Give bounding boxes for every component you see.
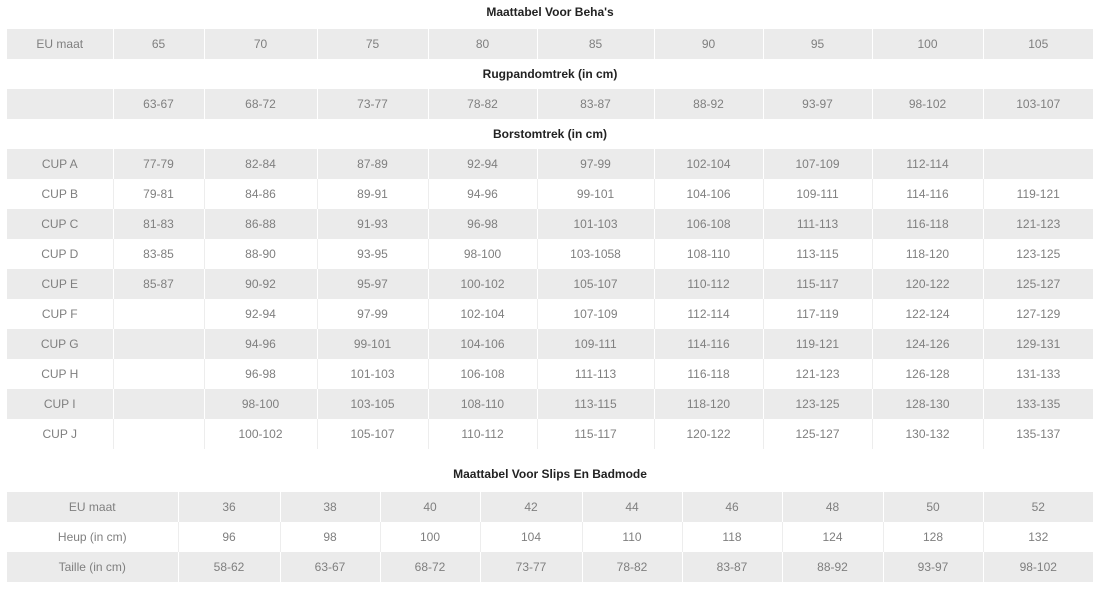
brief-value-cell: 58-62: [178, 552, 280, 582]
cup-measurement-cell: 133-135: [983, 389, 1093, 419]
cup-measurement-cell: 122-124: [872, 299, 983, 329]
cup-measurement-cell: 89-91: [317, 179, 428, 209]
cup-measurement-cell: 125-127: [983, 269, 1093, 299]
cup-measurement-cell: 108-110: [654, 239, 763, 269]
band-measurement-cell: 98-102: [872, 89, 983, 119]
cup-row: [7, 419, 1093, 449]
band-values-row: [7, 89, 1093, 119]
cup-label-cell: CUP I: [7, 389, 113, 419]
bust-section-label: Borstomtrek (in cm): [7, 119, 1093, 149]
brief-table-title: Maattabel Voor Slips En Badmode: [453, 467, 647, 481]
cup-row: [7, 329, 1093, 359]
cup-measurement-cell: 118-120: [872, 239, 983, 269]
cup-row: [7, 269, 1093, 299]
brief-value-cell: 36: [178, 492, 280, 522]
cup-label-cell: CUP C: [7, 209, 113, 239]
bra-header-size-cell: 75: [317, 29, 428, 59]
brief-value-cell: 100: [380, 522, 480, 552]
cup-measurement-cell: 119-121: [763, 329, 872, 359]
brief-size-table: [7, 492, 1093, 582]
brief-value-cell: 124: [782, 522, 883, 552]
cup-measurement-cell: [113, 359, 204, 389]
brief-value-cell: 42: [480, 492, 582, 522]
cup-measurement-cell: 106-108: [428, 359, 537, 389]
brief-value-cell: 48: [782, 492, 883, 522]
cup-measurement-cell: 107-109: [763, 149, 872, 179]
brief-value-cell: 88-92: [782, 552, 883, 582]
cup-measurement-cell: 100-102: [204, 419, 317, 449]
cup-measurement-cell: 98-100: [428, 239, 537, 269]
brief-value-cell: 96: [178, 522, 280, 552]
cup-measurement-cell: 123-125: [763, 389, 872, 419]
brief-row: [7, 552, 1093, 582]
bra-size-table: [7, 29, 1093, 449]
cup-label-cell: CUP F: [7, 299, 113, 329]
band-section-row: [7, 59, 1093, 89]
band-measurement-cell: 88-92: [654, 89, 763, 119]
cup-measurement-cell: 106-108: [654, 209, 763, 239]
brief-value-cell: 132: [983, 522, 1093, 552]
brief-label-cell: Taille (in cm): [7, 552, 178, 582]
cup-measurement-cell: 127-129: [983, 299, 1093, 329]
cup-measurement-cell: 112-114: [654, 299, 763, 329]
band-measurement-cell: 103-107: [983, 89, 1093, 119]
brief-value-cell: 104: [480, 522, 582, 552]
cup-label-cell: CUP J: [7, 419, 113, 449]
cup-measurement-cell: 113-115: [537, 389, 654, 419]
cup-measurement-cell: 115-117: [537, 419, 654, 449]
cup-measurement-cell: 104-106: [654, 179, 763, 209]
cup-measurement-cell: 114-116: [872, 179, 983, 209]
cup-measurement-cell: 99-101: [537, 179, 654, 209]
cup-measurement-cell: 84-86: [204, 179, 317, 209]
cup-measurement-cell: 135-137: [983, 419, 1093, 449]
cup-measurement-cell: 105-107: [537, 269, 654, 299]
band-measurement-cell: 63-67: [113, 89, 204, 119]
cup-row: [7, 149, 1093, 179]
cup-measurement-cell: 79-81: [113, 179, 204, 209]
cup-measurement-cell: 130-132: [872, 419, 983, 449]
cup-measurement-cell: 100-102: [428, 269, 537, 299]
cup-measurement-cell: 114-116: [654, 329, 763, 359]
cup-measurement-cell: [983, 149, 1093, 179]
brief-value-cell: 73-77: [480, 552, 582, 582]
bra-table-title: Maattabel Voor Beha's: [486, 5, 614, 19]
band-section-label: Rugpandomtrek (in cm): [7, 59, 1093, 89]
brief-value-cell: 52: [983, 492, 1093, 522]
cup-measurement-cell: 97-99: [537, 149, 654, 179]
cup-measurement-cell: 77-79: [113, 149, 204, 179]
bust-section-row: [7, 119, 1093, 149]
cup-measurement-cell: [113, 419, 204, 449]
brief-value-cell: 98: [280, 522, 380, 552]
cup-measurement-cell: 111-113: [763, 209, 872, 239]
cup-row: [7, 209, 1093, 239]
cup-measurement-cell: 129-131: [983, 329, 1093, 359]
cup-measurement-cell: 119-121: [983, 179, 1093, 209]
cup-measurement-cell: 105-107: [317, 419, 428, 449]
brief-row: [7, 492, 1093, 522]
cup-measurement-cell: 115-117: [763, 269, 872, 299]
cup-measurement-cell: 111-113: [537, 359, 654, 389]
cup-measurement-cell: 116-118: [872, 209, 983, 239]
cup-measurement-cell: 104-106: [428, 329, 537, 359]
cup-measurement-cell: 108-110: [428, 389, 537, 419]
cup-measurement-cell: 109-111: [763, 179, 872, 209]
bra-header-size-cell: 70: [204, 29, 317, 59]
cup-measurement-cell: 96-98: [204, 359, 317, 389]
cup-measurement-cell: 121-123: [983, 209, 1093, 239]
cup-measurement-cell: 98-100: [204, 389, 317, 419]
cup-measurement-cell: 93-95: [317, 239, 428, 269]
brief-value-cell: 44: [582, 492, 682, 522]
cup-measurement-cell: 102-104: [654, 149, 763, 179]
cup-measurement-cell: 94-96: [204, 329, 317, 359]
cup-measurement-cell: 124-126: [872, 329, 983, 359]
brief-label-cell: EU maat: [7, 492, 178, 522]
cup-measurement-cell: 92-94: [428, 149, 537, 179]
cup-measurement-cell: 102-104: [428, 299, 537, 329]
brief-value-cell: 83-87: [682, 552, 782, 582]
cup-label-cell: CUP G: [7, 329, 113, 359]
cup-measurement-cell: 87-89: [317, 149, 428, 179]
brief-value-cell: 50: [883, 492, 983, 522]
cup-row: [7, 299, 1093, 329]
band-measurement-cell: 83-87: [537, 89, 654, 119]
brief-value-cell: 40: [380, 492, 480, 522]
cup-measurement-cell: 81-83: [113, 209, 204, 239]
cup-measurement-cell: 113-115: [763, 239, 872, 269]
bra-header-size-cell: 105: [983, 29, 1093, 59]
cup-measurement-cell: 131-133: [983, 359, 1093, 389]
brief-value-cell: 38: [280, 492, 380, 522]
cup-measurement-cell: [113, 299, 204, 329]
cup-measurement-cell: 90-92: [204, 269, 317, 299]
cup-measurement-cell: 101-103: [317, 359, 428, 389]
brief-value-cell: 98-102: [983, 552, 1093, 582]
bra-header-size-cell: 85: [537, 29, 654, 59]
cup-measurement-cell: 120-122: [872, 269, 983, 299]
brief-value-cell: 118: [682, 522, 782, 552]
band-measurement-cell: 93-97: [763, 89, 872, 119]
cup-label-cell: CUP B: [7, 179, 113, 209]
brief-value-cell: 68-72: [380, 552, 480, 582]
band-row-empty-cell: [7, 89, 113, 119]
cup-measurement-cell: 126-128: [872, 359, 983, 389]
cup-label-cell: CUP A: [7, 149, 113, 179]
brief-value-cell: 110: [582, 522, 682, 552]
cup-measurement-cell: 112-114: [872, 149, 983, 179]
cup-measurement-cell: 128-130: [872, 389, 983, 419]
brief-value-cell: 78-82: [582, 552, 682, 582]
band-measurement-cell: 68-72: [204, 89, 317, 119]
bra-header-label-cell: EU maat: [7, 29, 113, 59]
brief-label-cell: Heup (in cm): [7, 522, 178, 552]
brief-row: [7, 522, 1093, 552]
cup-measurement-cell: 92-94: [204, 299, 317, 329]
bra-header-size-cell: 100: [872, 29, 983, 59]
cup-measurement-cell: 99-101: [317, 329, 428, 359]
cup-label-cell: CUP E: [7, 269, 113, 299]
size-chart-page: [0, 5, 1100, 582]
cup-measurement-cell: [113, 329, 204, 359]
cup-measurement-cell: 116-118: [654, 359, 763, 389]
brief-value-cell: 93-97: [883, 552, 983, 582]
cup-measurement-cell: 120-122: [654, 419, 763, 449]
cup-measurement-cell: 103-105: [317, 389, 428, 419]
cup-measurement-cell: 96-98: [428, 209, 537, 239]
cup-measurement-cell: 95-97: [317, 269, 428, 299]
cup-row: [7, 179, 1093, 209]
cup-measurement-cell: 110-112: [654, 269, 763, 299]
cup-label-cell: CUP D: [7, 239, 113, 269]
bra-header-size-cell: 65: [113, 29, 204, 59]
cup-measurement-cell: 125-127: [763, 419, 872, 449]
cup-measurement-cell: 117-119: [763, 299, 872, 329]
cup-measurement-cell: 83-85: [113, 239, 204, 269]
cup-measurement-cell: 86-88: [204, 209, 317, 239]
cup-measurement-cell: 110-112: [428, 419, 537, 449]
brief-value-cell: 128: [883, 522, 983, 552]
cup-measurement-cell: 85-87: [113, 269, 204, 299]
bra-header-row: [7, 29, 1093, 59]
cup-label-cell: CUP H: [7, 359, 113, 389]
cup-measurement-cell: 103-1058: [537, 239, 654, 269]
cup-measurement-cell: 109-111: [537, 329, 654, 359]
cup-measurement-cell: 91-93: [317, 209, 428, 239]
cup-measurement-cell: 101-103: [537, 209, 654, 239]
cup-row: [7, 359, 1093, 389]
cup-row: [7, 239, 1093, 269]
cup-measurement-cell: 123-125: [983, 239, 1093, 269]
cup-measurement-cell: 88-90: [204, 239, 317, 269]
bra-header-size-cell: 80: [428, 29, 537, 59]
cup-measurement-cell: 121-123: [763, 359, 872, 389]
cup-measurement-cell: 82-84: [204, 149, 317, 179]
brief-value-cell: 63-67: [280, 552, 380, 582]
cup-measurement-cell: 118-120: [654, 389, 763, 419]
cup-measurement-cell: 94-96: [428, 179, 537, 209]
brief-value-cell: 46: [682, 492, 782, 522]
band-measurement-cell: 73-77: [317, 89, 428, 119]
bra-header-size-cell: 90: [654, 29, 763, 59]
cup-row: [7, 389, 1093, 419]
cup-measurement-cell: 97-99: [317, 299, 428, 329]
cup-measurement-cell: [113, 389, 204, 419]
bra-header-size-cell: 95: [763, 29, 872, 59]
band-measurement-cell: 78-82: [428, 89, 537, 119]
cup-measurement-cell: 107-109: [537, 299, 654, 329]
